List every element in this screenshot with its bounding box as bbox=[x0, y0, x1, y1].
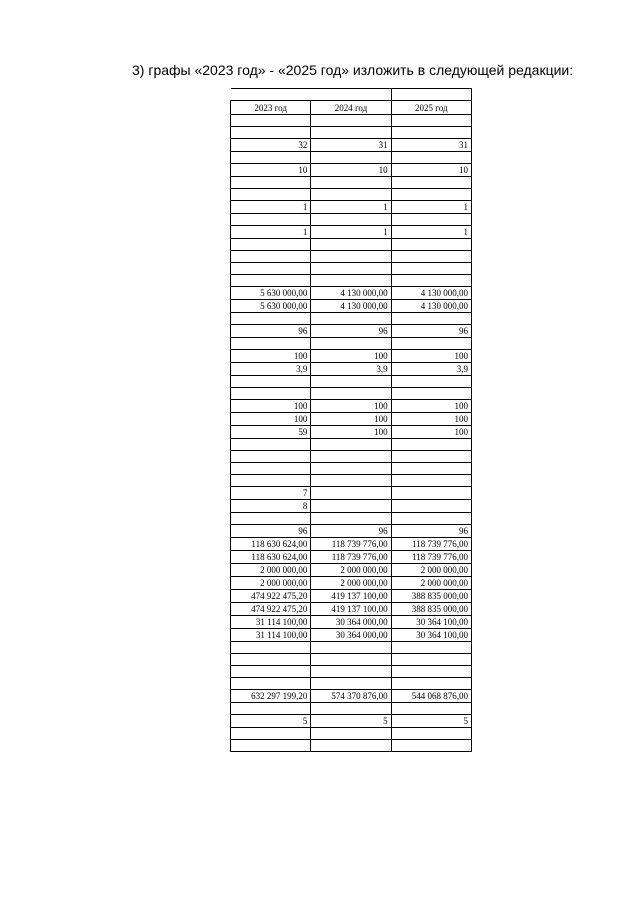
table-cell bbox=[231, 177, 311, 189]
table-cell bbox=[391, 451, 471, 463]
table-cell bbox=[231, 189, 311, 201]
table-cell: 1 bbox=[391, 201, 471, 214]
table-row bbox=[231, 350, 472, 363]
table-row bbox=[231, 338, 472, 350]
table-row bbox=[231, 263, 472, 275]
table-cell bbox=[231, 152, 311, 164]
table-row bbox=[231, 325, 472, 338]
table-cell: 3,9 bbox=[311, 363, 391, 376]
table-cell bbox=[391, 376, 471, 388]
table-row bbox=[231, 603, 472, 616]
table-row bbox=[231, 251, 472, 263]
table-cell bbox=[311, 263, 391, 275]
table-row bbox=[231, 239, 472, 251]
table-cell bbox=[311, 239, 391, 251]
table-cell bbox=[391, 463, 471, 475]
table-cell bbox=[391, 263, 471, 275]
table-cell: 30 364 000,00 bbox=[311, 616, 391, 629]
table-cell: 10 bbox=[311, 164, 391, 177]
table-row bbox=[231, 300, 472, 313]
table-cell bbox=[311, 439, 391, 451]
table-cell: 1 bbox=[231, 201, 311, 214]
table-row bbox=[231, 740, 472, 752]
table-cell bbox=[231, 275, 311, 287]
table-cell bbox=[231, 388, 311, 400]
table-cell: 544 068 876,00 bbox=[391, 690, 471, 703]
table-cell bbox=[391, 642, 471, 654]
table-row bbox=[231, 287, 472, 300]
table-row bbox=[231, 439, 472, 451]
table-cell: 118 630 624,00 bbox=[231, 551, 311, 564]
table-cell bbox=[391, 740, 471, 752]
table-cell bbox=[391, 338, 471, 350]
table-cell bbox=[391, 89, 471, 101]
table-cell: 31 bbox=[391, 139, 471, 152]
table-cell: 32 bbox=[231, 139, 311, 152]
section-heading: 3) графы «2023 год» - «2025 год» изложить в следующей редакции: bbox=[132, 62, 574, 78]
table-cell bbox=[311, 214, 391, 226]
table-cell: 100 bbox=[311, 413, 391, 426]
table-cell bbox=[231, 89, 311, 101]
table-cell: 5 bbox=[391, 715, 471, 728]
table-cell: 2 000 000,00 bbox=[311, 577, 391, 590]
table-cell: 100 bbox=[391, 400, 471, 413]
table-cell: 4 130 000,00 bbox=[311, 287, 391, 300]
table-cell bbox=[391, 239, 471, 251]
table-cell bbox=[311, 728, 391, 740]
table-row bbox=[231, 678, 472, 690]
table-cell bbox=[311, 275, 391, 287]
table-cell: 4 130 000,00 bbox=[391, 287, 471, 300]
table-row bbox=[231, 642, 472, 654]
table-cell: 5 bbox=[311, 715, 391, 728]
table-cell: 2 000 000,00 bbox=[391, 577, 471, 590]
table-row bbox=[231, 127, 472, 139]
table-row bbox=[231, 666, 472, 678]
table-cell: 59 bbox=[231, 426, 311, 439]
table-cell bbox=[391, 703, 471, 715]
table-cell bbox=[231, 451, 311, 463]
table-cell bbox=[391, 313, 471, 325]
table-cell bbox=[311, 703, 391, 715]
table-cell bbox=[391, 487, 471, 500]
column-header-2023: 2023 год bbox=[231, 101, 311, 115]
table-cell bbox=[311, 152, 391, 164]
table-cell bbox=[231, 513, 311, 525]
table-cell bbox=[311, 666, 391, 678]
table-cell: 419 137 100,00 bbox=[311, 603, 391, 616]
table-row bbox=[231, 629, 472, 642]
table-cell: 474 922 475,20 bbox=[231, 590, 311, 603]
table-cell bbox=[311, 500, 391, 513]
table-cell bbox=[231, 376, 311, 388]
table-cell bbox=[231, 678, 311, 690]
table-cell bbox=[231, 239, 311, 251]
table-row bbox=[231, 551, 472, 564]
table-cell: 1 bbox=[311, 226, 391, 239]
table-cell: 100 bbox=[391, 413, 471, 426]
table-cell bbox=[311, 388, 391, 400]
table-cell: 31 bbox=[311, 139, 391, 152]
table-cell bbox=[391, 127, 471, 139]
table-cell bbox=[231, 740, 311, 752]
table-cell: 4 130 000,00 bbox=[311, 300, 391, 313]
table-cell bbox=[311, 251, 391, 263]
table-cell bbox=[391, 666, 471, 678]
table-row bbox=[231, 487, 472, 500]
table-cell: 8 bbox=[231, 500, 311, 513]
table-cell bbox=[391, 728, 471, 740]
table-cell: 96 bbox=[311, 325, 391, 338]
table-cell: 118 739 776,00 bbox=[311, 551, 391, 564]
table-header-row bbox=[231, 101, 472, 115]
table-cell: 2 000 000,00 bbox=[231, 564, 311, 577]
table-row bbox=[231, 152, 472, 164]
table-cell: 10 bbox=[231, 164, 311, 177]
table-row bbox=[231, 715, 472, 728]
table-cell: 419 137 100,00 bbox=[311, 590, 391, 603]
table-cell: 100 bbox=[311, 426, 391, 439]
table-cell bbox=[391, 152, 471, 164]
table-row bbox=[231, 139, 472, 152]
table-cell: 4 130 000,00 bbox=[391, 300, 471, 313]
table-cell bbox=[311, 376, 391, 388]
table-cell bbox=[311, 487, 391, 500]
table-cell bbox=[311, 313, 391, 325]
table-cell: 31 114 100,00 bbox=[231, 629, 311, 642]
table-cell: 100 bbox=[391, 350, 471, 363]
table-cell bbox=[231, 439, 311, 451]
table-row bbox=[231, 654, 472, 666]
table-cell bbox=[231, 263, 311, 275]
table-cell bbox=[311, 463, 391, 475]
table-row bbox=[231, 313, 472, 325]
table-cell: 118 739 776,00 bbox=[391, 551, 471, 564]
table-cell: 96 bbox=[231, 525, 311, 538]
table-cell: 100 bbox=[311, 400, 391, 413]
table-row bbox=[231, 475, 472, 487]
table-cell bbox=[311, 177, 391, 189]
table-row bbox=[231, 451, 472, 463]
table-cell bbox=[311, 740, 391, 752]
table-cell bbox=[231, 338, 311, 350]
table-row bbox=[231, 214, 472, 226]
table-cell: 118 739 776,00 bbox=[311, 538, 391, 551]
table-cell bbox=[391, 513, 471, 525]
table-cell bbox=[231, 313, 311, 325]
table-cell: 30 364 100,00 bbox=[391, 616, 471, 629]
table-row bbox=[231, 538, 472, 551]
column-header-2025: 2025 год bbox=[391, 101, 471, 115]
table-row bbox=[231, 115, 472, 127]
table-cell bbox=[311, 127, 391, 139]
table-row bbox=[231, 189, 472, 201]
table-cell: 3,9 bbox=[231, 363, 311, 376]
table-cell bbox=[231, 654, 311, 666]
table-cell bbox=[231, 127, 311, 139]
table-cell bbox=[311, 642, 391, 654]
table-row bbox=[231, 400, 472, 413]
table-cell bbox=[311, 89, 391, 101]
table-row bbox=[231, 426, 472, 439]
table-cell: 574 370 876,00 bbox=[311, 690, 391, 703]
table-row bbox=[231, 463, 472, 475]
table-row bbox=[231, 500, 472, 513]
table-cell bbox=[391, 275, 471, 287]
table-row bbox=[231, 413, 472, 426]
table-cell bbox=[391, 189, 471, 201]
table-cell: 100 bbox=[311, 350, 391, 363]
table-top-row bbox=[231, 89, 472, 101]
values-table bbox=[230, 88, 472, 752]
column-header-2024: 2024 год bbox=[311, 101, 391, 115]
table-cell: 30 364 000,00 bbox=[311, 629, 391, 642]
table-cell bbox=[391, 251, 471, 263]
table-cell: 2 000 000,00 bbox=[311, 564, 391, 577]
table-cell bbox=[231, 642, 311, 654]
table-row bbox=[231, 590, 472, 603]
table-cell: 388 835 000,00 bbox=[391, 603, 471, 616]
table-cell bbox=[391, 654, 471, 666]
table-cell bbox=[311, 115, 391, 127]
table-cell bbox=[391, 475, 471, 487]
table-row bbox=[231, 525, 472, 538]
table-row bbox=[231, 564, 472, 577]
table-cell: 100 bbox=[231, 400, 311, 413]
table-cell bbox=[231, 728, 311, 740]
table-row bbox=[231, 703, 472, 715]
table-cell: 5 bbox=[231, 715, 311, 728]
table-cell: 31 114 100,00 bbox=[231, 616, 311, 629]
table-cell: 5 630 000,00 bbox=[231, 300, 311, 313]
table-row bbox=[231, 363, 472, 376]
table-cell bbox=[231, 666, 311, 678]
table-cell: 96 bbox=[391, 325, 471, 338]
table-cell bbox=[311, 513, 391, 525]
table-cell: 2 000 000,00 bbox=[231, 577, 311, 590]
table-cell bbox=[391, 388, 471, 400]
table-cell: 96 bbox=[231, 325, 311, 338]
table-row bbox=[231, 728, 472, 740]
table-cell bbox=[311, 338, 391, 350]
table-cell: 3,9 bbox=[391, 363, 471, 376]
table-cell: 96 bbox=[391, 525, 471, 538]
table-cell: 100 bbox=[391, 426, 471, 439]
table-row bbox=[231, 388, 472, 400]
table-cell: 118 739 776,00 bbox=[391, 538, 471, 551]
table-row bbox=[231, 275, 472, 287]
table-cell bbox=[231, 703, 311, 715]
table-cell: 2 000 000,00 bbox=[391, 564, 471, 577]
table-cell bbox=[231, 115, 311, 127]
table-cell: 30 364 100,00 bbox=[391, 629, 471, 642]
table-cell: 388 835 000,00 bbox=[391, 590, 471, 603]
table-cell: 10 bbox=[391, 164, 471, 177]
table-cell bbox=[311, 654, 391, 666]
table-cell bbox=[391, 115, 471, 127]
table-row bbox=[231, 164, 472, 177]
table-cell bbox=[311, 189, 391, 201]
table-cell bbox=[231, 475, 311, 487]
table-cell bbox=[311, 451, 391, 463]
table-cell: 100 bbox=[231, 350, 311, 363]
table-row bbox=[231, 616, 472, 629]
table-cell: 474 922 475,20 bbox=[231, 603, 311, 616]
table-cell: 7 bbox=[231, 487, 311, 500]
table-cell bbox=[391, 439, 471, 451]
table-cell bbox=[231, 251, 311, 263]
table-row bbox=[231, 226, 472, 239]
table-cell: 1 bbox=[311, 201, 391, 214]
table-row bbox=[231, 177, 472, 189]
table-cell bbox=[391, 177, 471, 189]
table-row bbox=[231, 376, 472, 388]
table-cell bbox=[311, 475, 391, 487]
table-cell bbox=[391, 678, 471, 690]
table-cell: 100 bbox=[231, 413, 311, 426]
table-cell: 96 bbox=[311, 525, 391, 538]
table-cell: 1 bbox=[391, 226, 471, 239]
table-cell: 632 297 199,20 bbox=[231, 690, 311, 703]
table-cell bbox=[391, 214, 471, 226]
table-row bbox=[231, 513, 472, 525]
table-cell: 1 bbox=[231, 226, 311, 239]
table-cell bbox=[231, 463, 311, 475]
table-row bbox=[231, 201, 472, 214]
table-cell bbox=[231, 214, 311, 226]
table-row bbox=[231, 577, 472, 590]
table-cell bbox=[391, 500, 471, 513]
table-cell: 118 630 624,00 bbox=[231, 538, 311, 551]
table-row bbox=[231, 690, 472, 703]
table-cell bbox=[311, 678, 391, 690]
table-cell: 5 630 000,00 bbox=[231, 287, 311, 300]
